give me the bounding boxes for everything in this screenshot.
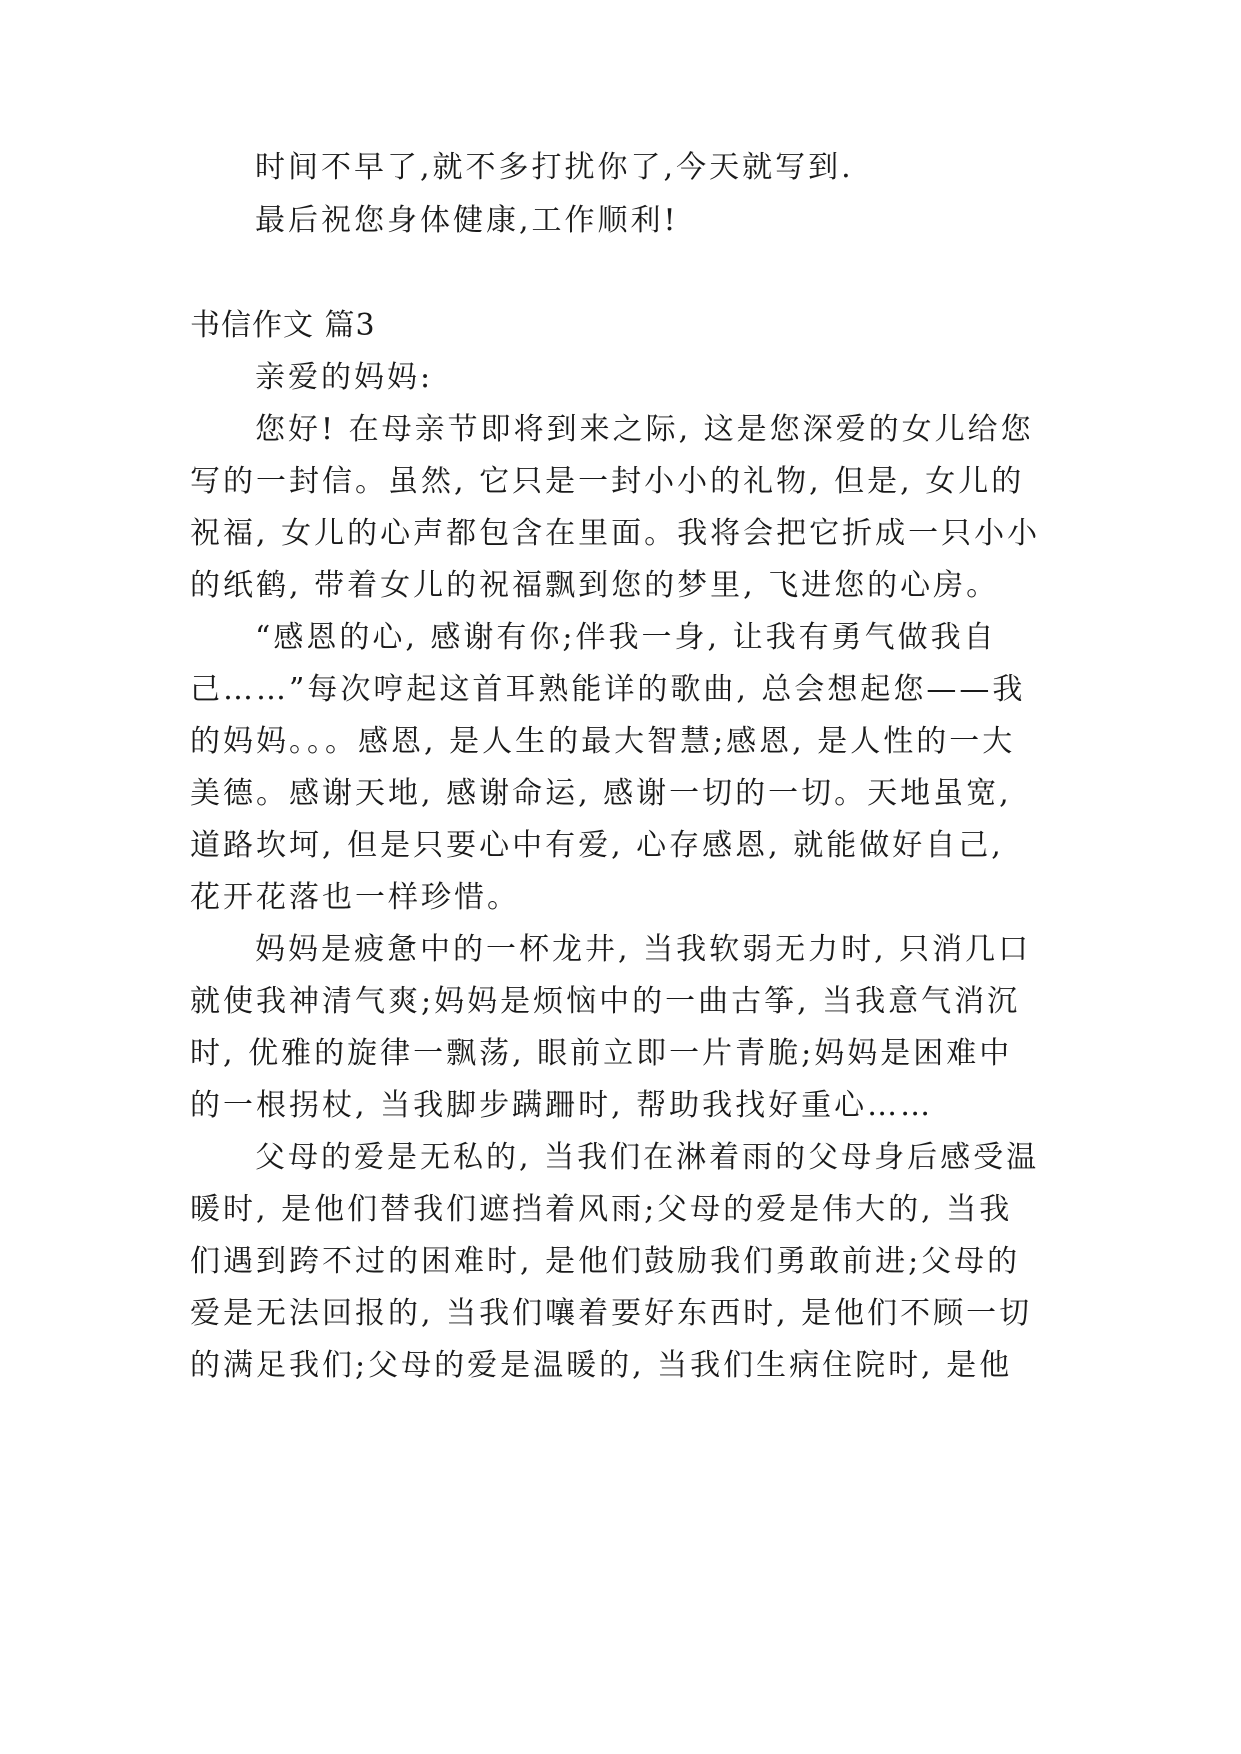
paragraph-line: 的满足我们;父母的爱是温暖的, 当我们生病住院时, 是他 [190, 1348, 1013, 1383]
closing-line: 时间不早了,就不多打扰你了,今天就写到. [255, 150, 854, 185]
section-title: 书信作文 篇3 [190, 308, 376, 343]
closing-line: 最后祝您身体健康,工作顺利! [255, 203, 679, 238]
paragraph-line: 就使我神清气爽;妈妈是烦恼中的一曲古筝, 当我意气消沉 [190, 984, 1021, 1019]
paragraph-line: 道路坎坷, 但是只要心中有爱, 心存感恩, 就能做好自己, [190, 828, 1004, 863]
paragraph-line: 的妈妈。。。感恩, 是人生的最大智慧;感恩, 是人性的一大 [190, 724, 1016, 759]
paragraph-line: 暖时, 是他们替我们遮挡着风雨;父母的爱是伟大的, 当我 [190, 1192, 1013, 1227]
paragraph-line: 花开花落也一样珍惜。 [190, 880, 520, 915]
paragraph-line: “感恩的心, 感谢有你;伴我一身, 让我有勇气做我自 [255, 620, 997, 655]
paragraph-line: 时, 优雅的旋律一飘荡, 眼前立即一片青脆;妈妈是困难中 [190, 1036, 1013, 1071]
paragraph-line: 写的一封信。虽然, 它只是一封小小的礼物, 但是, 女儿的 [190, 464, 1025, 499]
paragraph-line: 爱是无法回报的, 当我们嚷着要好东西时, 是他们不顾一切 [190, 1296, 1033, 1331]
salutation: 亲爱的妈妈: [255, 360, 434, 395]
paragraph-line: 妈妈是疲惫中的一杯龙井, 当我软弱无力时, 只消几口 [255, 932, 1032, 967]
paragraph-line: 的纸鹤, 带着女儿的祝福飘到您的梦里, 飞进您的心房。 [190, 568, 1000, 603]
paragraph-line: 祝福, 女儿的心声都包含在里面。我将会把它折成一只小小 [190, 516, 1041, 551]
paragraph-line: 父母的爱是无私的, 当我们在淋着雨的父母身后感受温 [255, 1140, 1040, 1175]
paragraph-line: 们遇到跨不过的困难时, 是他们鼓励我们勇敢前进;父母的 [190, 1244, 1021, 1279]
paragraph-line: 的一根拐杖, 当我脚步蹒跚时, 帮助我找好重心…… [190, 1088, 934, 1123]
paragraph-line: 美德。感谢天地, 感谢命运, 感谢一切的一切。天地虽宽, [190, 776, 1012, 811]
paragraph-line: 您好! 在母亲节即将到来之际, 这是您深爱的女儿给您 [255, 412, 1034, 447]
paragraph-line: 己……”每次哼起这首耳熟能详的歌曲, 总会想起您——我 [190, 672, 1026, 707]
